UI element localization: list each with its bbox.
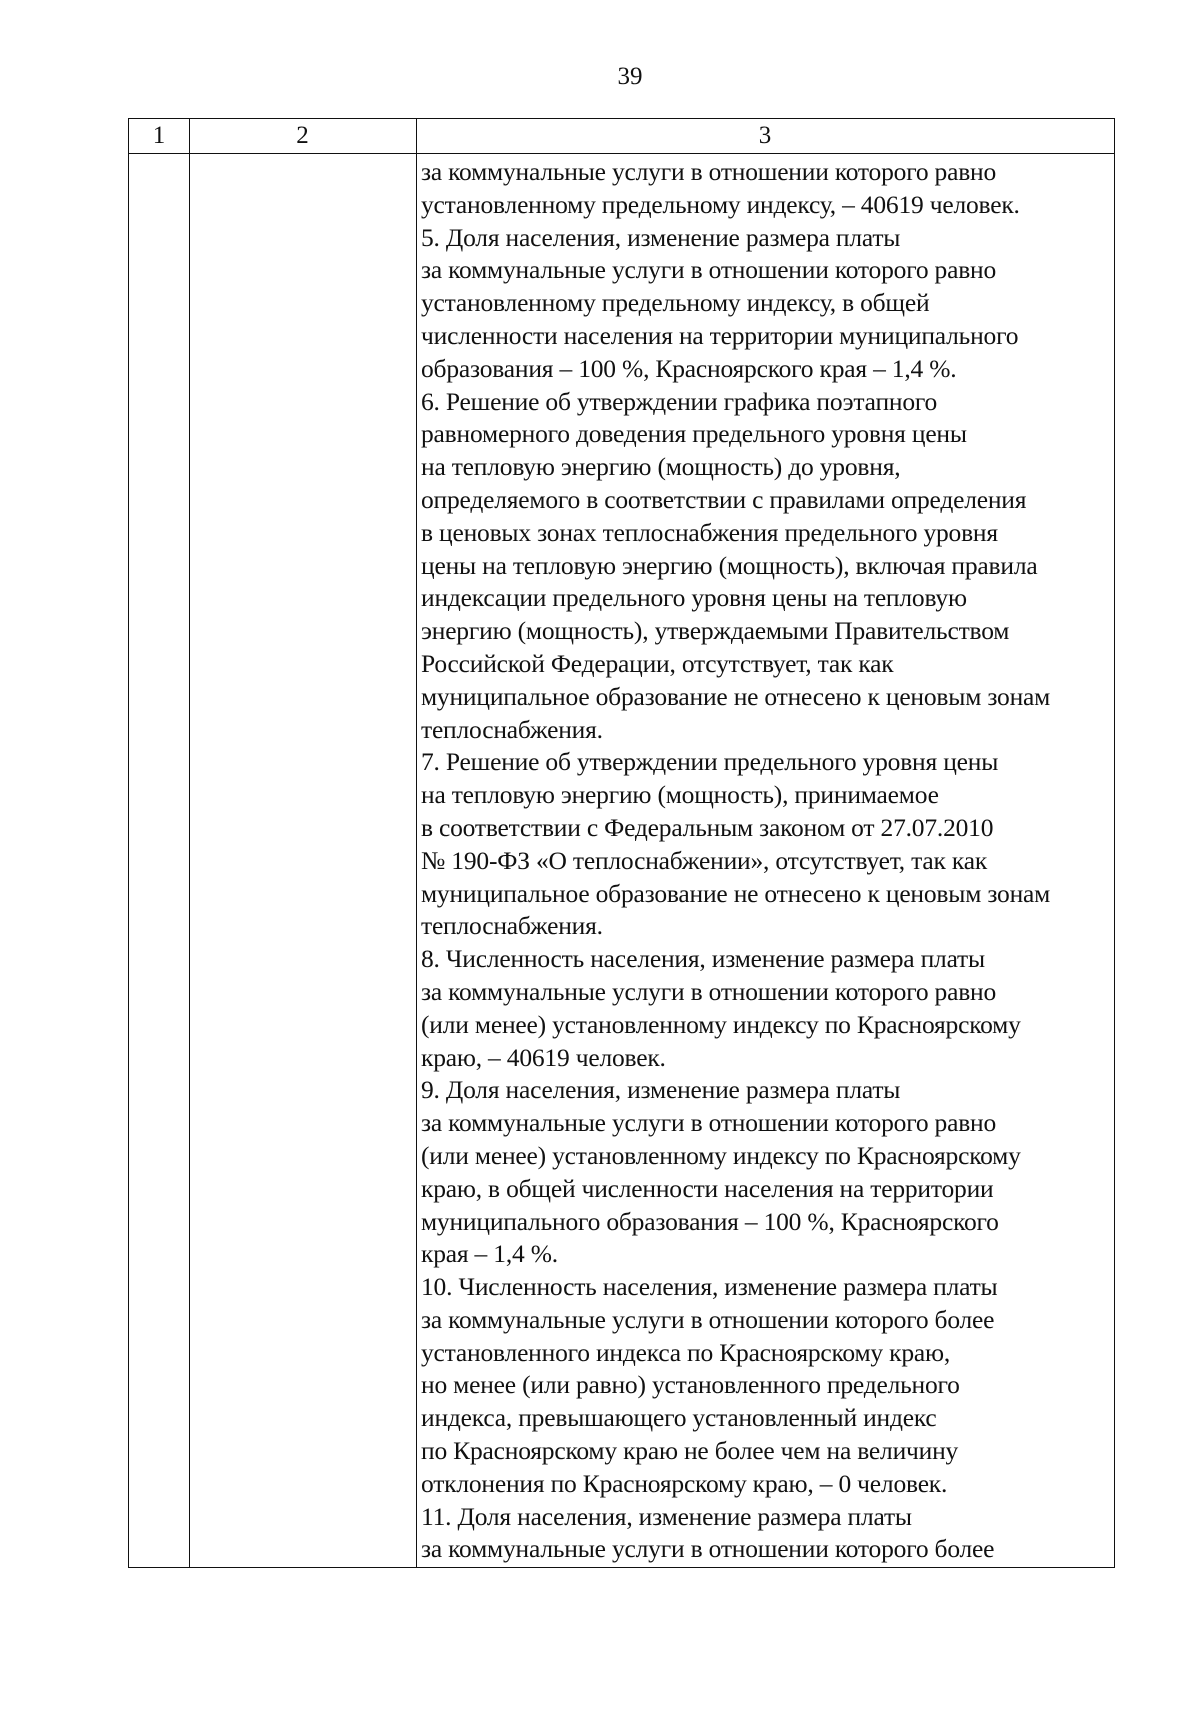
text-line: в ценовых зонах теплоснабжения предельного уровня xyxy=(421,517,998,547)
text-line: муниципальное образование не отнесено к ценовым зонам xyxy=(421,681,1051,711)
text-line: 5. Доля населения, изменение размера платы xyxy=(421,222,901,252)
text-line: за коммунальные услуги в отношении которого более xyxy=(421,1304,995,1334)
text-line: в соответствии с Федеральным законом от 27.07.2010 xyxy=(421,812,994,842)
column-divider-1 xyxy=(189,119,190,1567)
text-line: 7. Решение об утверждении предельного уровня цены xyxy=(421,747,999,777)
text-line: краю, в общей численности населения на территории xyxy=(421,1173,994,1203)
header-cell-2: 2 xyxy=(296,122,309,149)
page-number: 39 xyxy=(617,63,643,90)
text-line: численности населения на территории муниципального xyxy=(421,320,1019,350)
text-line: индекса, превышающего установленный индекс xyxy=(421,1403,937,1433)
text-line: равномерного доведения предельного уровня цены xyxy=(421,419,967,449)
document-table xyxy=(128,118,1115,1568)
text-line: теплоснабжения. xyxy=(421,714,603,744)
text-line: за коммунальные услуги в отношении которого равно xyxy=(421,976,997,1006)
text-line: на тепловую энергию (мощность) до уровня, xyxy=(421,452,901,482)
text-line: 9. Доля населения, изменение размера платы xyxy=(421,1075,901,1105)
text-line: 10. Численность населения, изменение размера платы xyxy=(421,1272,998,1302)
header-cell-3: 3 xyxy=(758,122,772,149)
text-line: (или менее) установленному индексу по Красноярскому xyxy=(421,1140,1021,1170)
text-line: за коммунальные услуги в отношении которого равно xyxy=(421,157,997,186)
text-line: теплоснабжения. xyxy=(421,911,603,941)
text-line: 8. Численность населения, изменение размера платы xyxy=(421,944,985,974)
text-line: 11. Доля населения, изменение размера платы xyxy=(421,1501,912,1531)
text-line: за коммунальные услуги в отношении которого равно xyxy=(421,255,997,285)
text-line: индексации предельного уровня цены на тепловую xyxy=(421,583,967,613)
table-header-row xyxy=(129,119,1114,154)
text-line: на тепловую энергию (мощность), принимаемое xyxy=(421,780,939,810)
text-line: установленного индекса по Красноярскому краю, xyxy=(421,1337,951,1367)
text-line: определяемого в соответствии с правилами определения xyxy=(421,484,1027,514)
text-line: (или менее) установленному индексу по Красноярскому xyxy=(421,1009,1021,1039)
text-line: края – 1,4 %. xyxy=(421,1239,558,1269)
text-line: установленному предельному индексу, в общей xyxy=(421,288,930,318)
text-line: но менее (или равно) установленного предельного xyxy=(421,1370,960,1400)
text-line: за коммунальные услуги в отношении которого равно xyxy=(421,1108,997,1138)
text-line: образования – 100 %, Красноярского края – 1,4 %. xyxy=(421,353,957,383)
text-line: цены на тепловую энергию (мощность), включая правила xyxy=(421,550,1038,580)
text-line: по Красноярскому краю не более чем на величину xyxy=(421,1436,959,1466)
table-cell-column-3 xyxy=(421,156,1110,1567)
column-divider-2 xyxy=(416,119,417,1567)
text-line: отклонения по Красноярскому краю, – 0 человек. xyxy=(421,1468,948,1498)
header-cell-1: 1 xyxy=(152,122,166,149)
text-line: Российской Федерации, отсутствует, так как xyxy=(421,648,894,678)
text-line: за коммунальные услуги в отношении которого более xyxy=(421,1534,995,1564)
text-line: установленному предельному индексу, – 40619 человек. xyxy=(421,189,1020,219)
text-line: № 190-ФЗ «О теплоснабжении», отсутствует, так как xyxy=(421,845,988,875)
text-line: муниципального образования – 100 %, Красноярского xyxy=(421,1206,999,1236)
text-line: энергию (мощность), утверждаемыми Правительством xyxy=(421,616,1010,646)
text-line: краю, – 40619 человек. xyxy=(421,1042,666,1072)
text-line: 6. Решение об утверждении графика поэтапного xyxy=(421,386,938,416)
text-line: муниципальное образование не отнесено к ценовым зонам xyxy=(421,878,1051,908)
